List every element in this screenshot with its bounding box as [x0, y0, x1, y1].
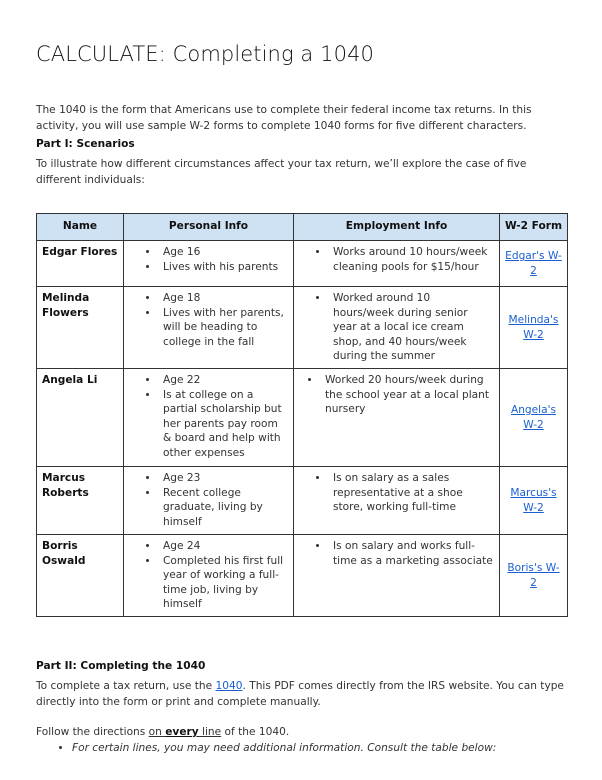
- employment-info-cell: [294, 535, 500, 617]
- w2-link-edgar[interactable]: Edgar's W-2: [505, 250, 562, 277]
- follow-post: of the 1040.: [221, 726, 290, 738]
- table-row: [37, 369, 568, 467]
- list-item: • Is on salary as a sales representative at a shoe store, working full-time: [329, 471, 494, 515]
- header-personal-info: Personal Info: [124, 214, 294, 241]
- follow-every: every: [165, 726, 199, 738]
- employment-info-cell: [294, 467, 500, 535]
- personal-info-cell: [124, 535, 294, 617]
- employment-info-cell: [294, 369, 500, 467]
- list-item: • Age 16: [159, 245, 288, 260]
- personal-info-cell: [124, 241, 294, 287]
- list-item: • Worked around 10 hours/week during senior year at a local ice cream shop, and 40 hours/week during the summer: [329, 291, 494, 364]
- person-name: Angela Li: [37, 369, 124, 467]
- page-title: CALCULATE: Completing a 1040: [36, 42, 375, 66]
- w2-cell: [500, 535, 568, 617]
- list-item: • Works around 10 hours/week cleaning pools for $15/hour: [329, 245, 494, 274]
- part2-text-start: To complete a tax return, use the: [36, 680, 216, 692]
- list-item: • Is on salary and works full-time as a marketing associate: [329, 539, 494, 568]
- w2-cell: [500, 287, 568, 369]
- form-1040-link[interactable]: 1040: [215, 680, 243, 692]
- follow-line: line: [198, 726, 222, 738]
- person-name: Edgar Flores: [37, 241, 124, 287]
- table-row: [37, 535, 568, 617]
- person-name: Marcus Roberts: [37, 467, 124, 535]
- list-item: • Completed his first full year of working a full-time job, living by himself: [159, 554, 288, 612]
- follow-on: on: [148, 726, 166, 738]
- employment-info-cell: [294, 241, 500, 287]
- header-employment-info: Employment Info: [294, 214, 500, 241]
- follow-pre: Follow the directions: [36, 726, 149, 738]
- scenarios-table: [36, 213, 568, 617]
- employment-info-cell: [294, 287, 500, 369]
- person-name: Melinda Flowers: [37, 287, 124, 369]
- w2-cell: [500, 241, 568, 287]
- w2-cell: [500, 369, 568, 467]
- w2-link-boris[interactable]: Boris's W-2: [507, 562, 560, 589]
- list-item: • Recent college graduate, living by himself: [159, 486, 288, 530]
- table-row: [37, 287, 568, 369]
- part1-text: To illustrate how different circumstances affect your tax return, we’ll explore the case of five different individuals:: [36, 158, 527, 186]
- list-item: • Age 22: [159, 373, 288, 388]
- personal-info-cell: [124, 467, 294, 535]
- table-row: [37, 241, 568, 287]
- table-row: [37, 467, 568, 535]
- list-item: • Lives with his parents: [159, 260, 288, 275]
- header-w2-form: W-2 Form: [500, 214, 568, 241]
- list-item: • Age 23: [159, 471, 288, 486]
- part2-text: [36, 678, 566, 710]
- intro-paragraph: The 1040 is the form that Americans use to complete their federal income tax returns. In this activity, you will use sample W-2 forms to complete 1040 forms for five different characters.: [36, 104, 532, 132]
- personal-info-cell: [124, 369, 294, 467]
- personal-info-cell: [124, 287, 294, 369]
- w2-cell: [500, 467, 568, 535]
- part2-bullet-list: [36, 740, 602, 756]
- follow-directions-text: [36, 724, 566, 740]
- list-item: • Is at college on a partial scholarship but her parents pay room & board and help with other expenses: [159, 388, 288, 461]
- part1-heading: Part I: Scenarios: [36, 138, 135, 150]
- list-item: • Age 18: [159, 291, 288, 306]
- list-item: • Worked 20 hours/week during the school year at a local plant nursery: [321, 373, 494, 417]
- list-item: • Lives with her parents, will be heading to college in the fall: [159, 306, 288, 350]
- list-item: • Age 24: [159, 539, 288, 554]
- w2-link-melinda[interactable]: Melinda's W-2: [508, 314, 559, 341]
- w2-link-angela[interactable]: Angela's W-2: [510, 404, 557, 431]
- header-name: Name: [37, 214, 124, 241]
- part2-heading: Part II: Completing the 1040: [36, 660, 206, 672]
- w2-link-marcus[interactable]: Marcus's W-2: [510, 487, 557, 514]
- person-name: Borris Oswald: [37, 535, 124, 617]
- list-item: • For certain lines, you may need additional information. Consult the table below:: [72, 740, 602, 756]
- part2-text-end: . This PDF comes directly from the IRS website. You can type directly into the form or print and complete manually.: [36, 680, 564, 708]
- table-header-row: [37, 214, 568, 241]
